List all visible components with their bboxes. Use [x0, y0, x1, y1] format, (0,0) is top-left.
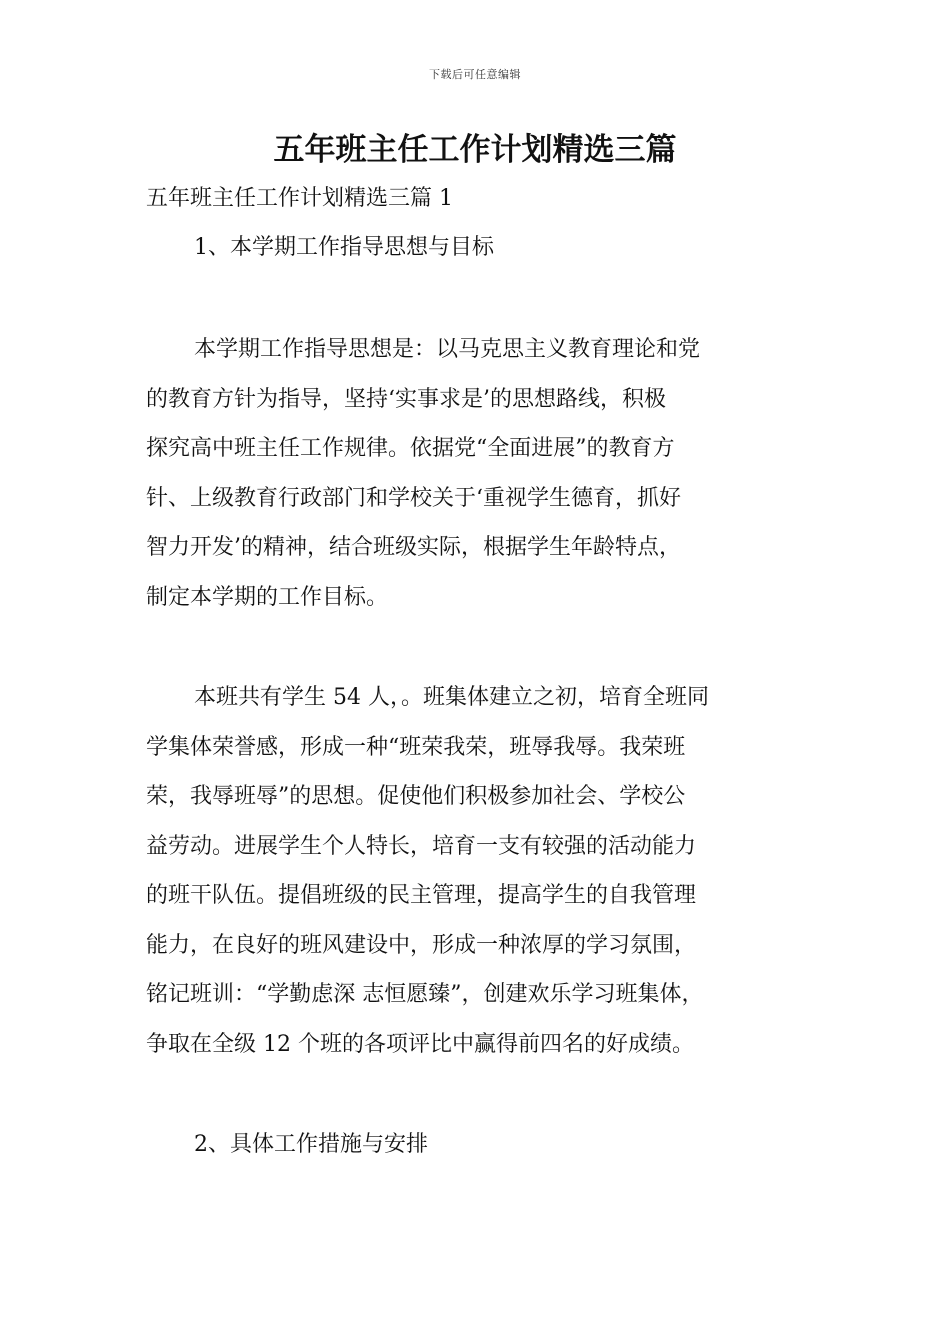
paragraph-line: 针、上级教育行政部门和学校关于‘重视学生德育，抓好 — [146, 485, 681, 511]
paragraph-line: 探究高中班主任工作规律。依据党“全面进展”的教育方 — [146, 436, 675, 461]
header-note: 下载后可任意编辑 — [429, 68, 521, 81]
section-heading-2: 2、具体工作措施与安排 — [194, 1132, 428, 1157]
paragraph-line: 铭记班训：“学勤虑深 志恒愿臻”，创建欢乐学习班集体， — [146, 982, 704, 1007]
document-title: 五年班主任工作计划精选三篇 — [273, 132, 677, 168]
paragraph-line: 的班干队伍。提倡班级的民主管理，提高学生的自我管理 — [146, 883, 697, 908]
paragraph-line: 制定本学期的工作目标。 — [146, 584, 389, 610]
paragraph-line: 益劳动。进展学生个人特长，培育一支有较强的活动能力 — [146, 833, 697, 859]
paragraph-line: 学集体荣誉感，形成一种“班荣我荣，班辱我辱。我荣班 — [146, 734, 686, 760]
paragraph-line: 争取在全级 12 个班的各项评比中赢得前四名的好成绩。 — [146, 1031, 694, 1057]
paragraph-1 — [146, 325, 816, 622]
paragraph-line: 本学期工作指导思想是：以马克思主义教育理论和党 — [194, 337, 701, 362]
paragraph-line: 本班共有学生 54 人，。班集体建立之初，培育全班同 — [194, 685, 709, 710]
paragraph-line: 的教育方针为指导，坚持‘实事求是’的思想路线，积极 — [146, 386, 666, 412]
paragraph-2 — [146, 673, 816, 1069]
paragraph-line: 能力，在良好的班风建设中，形成一种浓厚的学习氛围， — [146, 932, 697, 958]
paragraph-line: 智力开发’的精神，结合班级实际，根据学生年龄特点， — [146, 535, 681, 560]
document-subtitle: 五年班主任工作计划精选三篇 1 — [146, 186, 453, 211]
section-heading-1: 1、本学期工作指导思想与目标 — [194, 235, 494, 260]
paragraph-line: 荣，我辱班辱”的思想。促使他们积极参加社会、学校公 — [146, 784, 686, 809]
